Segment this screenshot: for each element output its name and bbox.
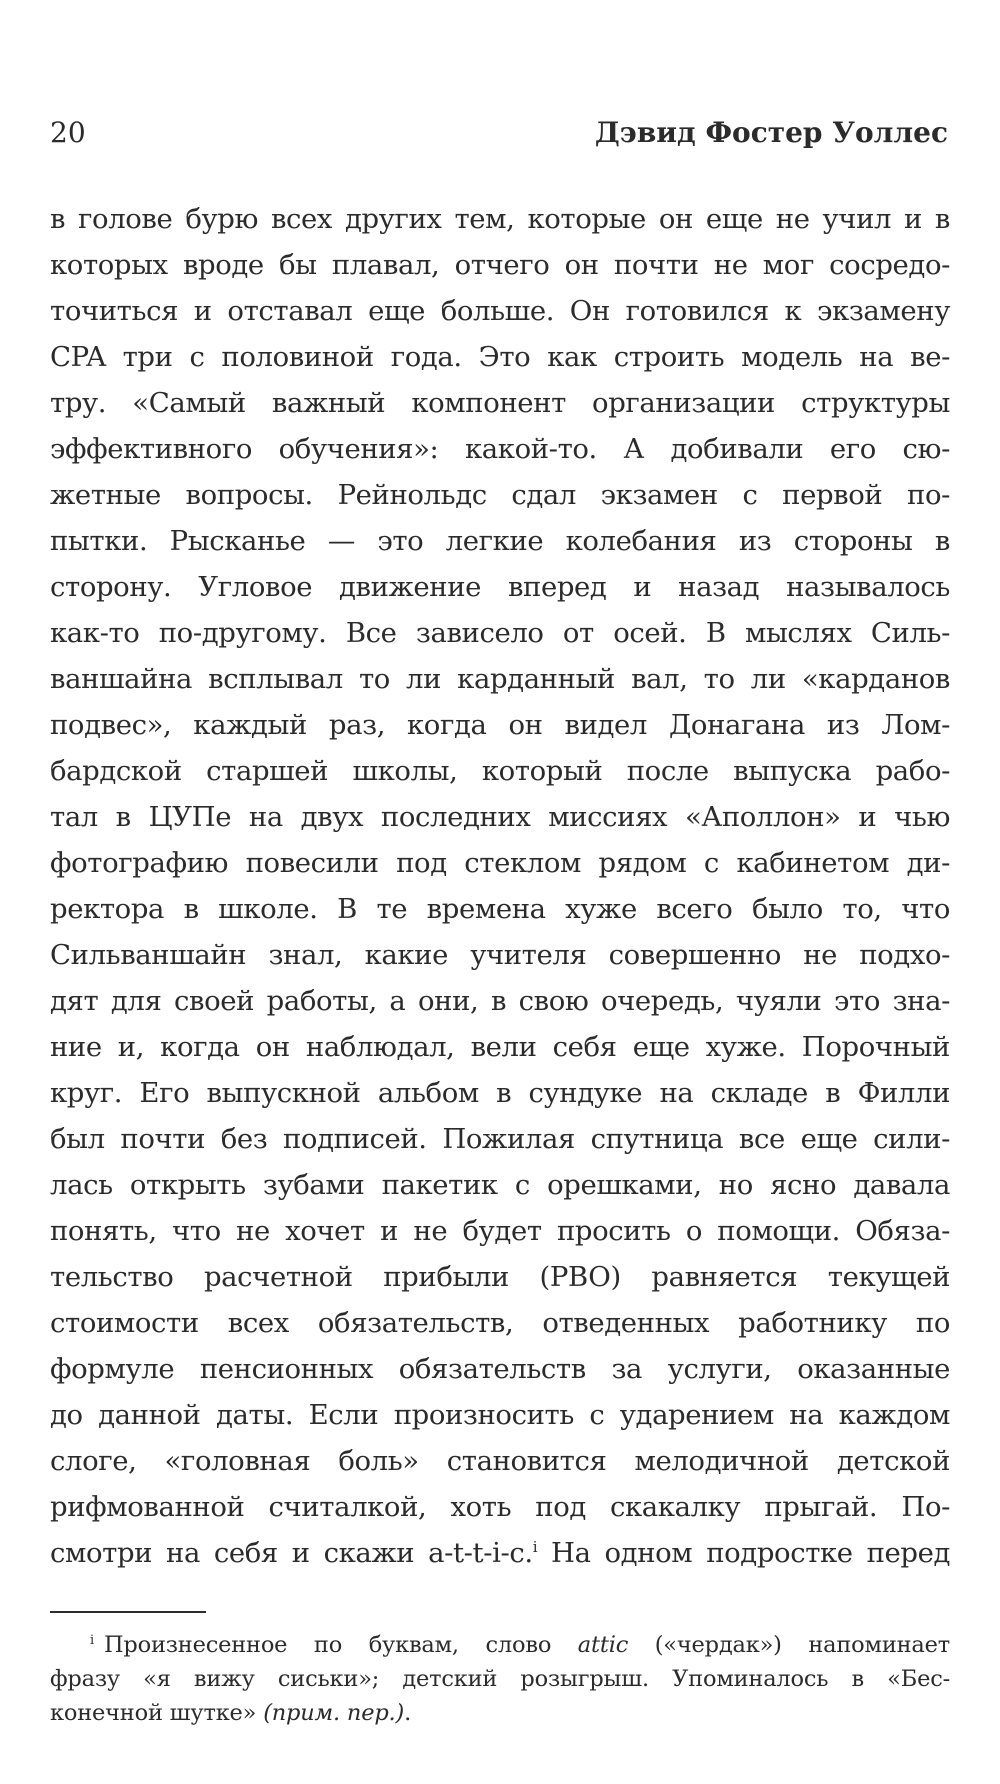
text-line: ваншайна всплывал то ли карданный вал, то ли «карданов bbox=[50, 663, 950, 695]
text-line: понять, что не хочет и не будет просить о помощи. Обяза- bbox=[50, 1215, 950, 1247]
text-line: тру. «Самый важный компонент организации структуры bbox=[50, 387, 950, 419]
text-line: тельство расчетной прибыли (PBO) равняется текущей bbox=[50, 1261, 950, 1293]
text-line-with-footnote bbox=[50, 1530, 950, 1576]
text-line: был почти без подписей. Пожилая спутница все еще сили- bbox=[50, 1123, 950, 1155]
text-line: бардской старшей школы, который после выпуска рабо- bbox=[50, 755, 950, 787]
text-fragment: смотри на себя и скажи a-t-t-i-c. bbox=[50, 1537, 533, 1569]
footnote-line bbox=[50, 1628, 950, 1662]
text-line: как-то по-другому. Все зависело от осей. В мыслях Силь- bbox=[50, 617, 950, 649]
text-line: круг. Его выпускной альбом в сундуке на складе в Филли bbox=[50, 1077, 950, 1109]
text-line: жетные вопросы. Рейнольдс сдал экзамен с первой по- bbox=[50, 479, 950, 511]
text-line: до данной даты. Если произносить с ударением на каждом bbox=[50, 1399, 950, 1431]
footnote-line: фразу «я вижу сиськи»; детский розыгрыш. Упоминалось в «Бес- bbox=[50, 1666, 950, 1692]
text-line: пытки. Рысканье — это легкие колебания из стороны в bbox=[50, 525, 950, 557]
body-text bbox=[50, 196, 950, 1576]
footnote-text: («чердак») напоминает bbox=[628, 1632, 950, 1658]
page-number: 20 bbox=[50, 116, 86, 149]
text-fragment: На одном подростке перед bbox=[537, 1537, 950, 1569]
footnote-line bbox=[50, 1696, 950, 1730]
footnote bbox=[50, 1628, 950, 1730]
text-line: Сильваншайн знал, какие учителя совершенно не подхо- bbox=[50, 939, 950, 971]
text-line: в голове бурю всех других тем, которые он еще не учил и в bbox=[50, 203, 950, 235]
text-line: ректора в школе. В те времена хуже всего было то, что bbox=[50, 893, 950, 925]
text-line: дят для своей работы, а они, в свою очередь, чуяли это зна- bbox=[50, 985, 950, 1017]
text-line: тал в ЦУПе на двух последних миссиях «Аполлон» и чью bbox=[50, 801, 950, 833]
footnote-translator-note: (прим. пер.) bbox=[263, 1700, 405, 1726]
text-line: слоге, «головная боль» становится мелодичной детской bbox=[50, 1445, 950, 1477]
text-line: стоимости всех обязательств, отведенных работнику по bbox=[50, 1307, 950, 1339]
text-line: которых вроде бы плавал, отчего он почти не мог сосредо- bbox=[50, 249, 950, 281]
page-header bbox=[50, 116, 948, 156]
footnote-text: конечной шутке» bbox=[50, 1700, 264, 1726]
text-line: фотографию повесили под стеклом рядом с кабинетом ди- bbox=[50, 847, 950, 879]
text-line: CPA три с половиной года. Это как строить модель на ве- bbox=[50, 341, 950, 373]
footnote-marker: i bbox=[90, 1632, 94, 1648]
text-line: рифмованной считалкой, хоть под скакалку прыгай. По- bbox=[50, 1491, 950, 1523]
running-head-author: Дэвид Фостер Уоллес bbox=[594, 116, 948, 149]
text-line: подвес», каждый раз, когда он видел Донагана из Лом- bbox=[50, 709, 950, 741]
footnote-text: . bbox=[404, 1700, 412, 1726]
footnote-divider bbox=[50, 1611, 206, 1613]
text-line: ние и, когда он наблюдал, вели себя еще хуже. Порочный bbox=[50, 1031, 950, 1063]
text-line: эффективного обучения»: какой-то. А добивали его сю- bbox=[50, 433, 950, 465]
footnote-reference[interactable]: i bbox=[532, 1537, 538, 1556]
text-line: сторону. Угловое движение вперед и назад называлось bbox=[50, 571, 950, 603]
footnote-text: Произнесенное по буквам, слово bbox=[103, 1632, 578, 1658]
text-line: формуле пенсионных обязательств за услуги, оказанные bbox=[50, 1353, 950, 1385]
text-line: лась открыть зубами пакетик с орешками, но ясно давала bbox=[50, 1169, 950, 1201]
footnote-italic-word: attic bbox=[577, 1632, 629, 1658]
text-line: точиться и отставал еще больше. Он готовился к экзамену bbox=[50, 295, 950, 327]
